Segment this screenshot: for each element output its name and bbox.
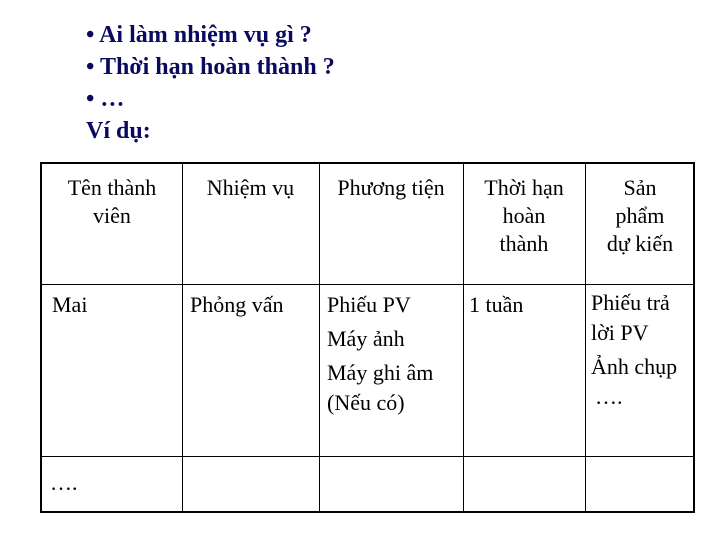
cell-member-more: …. <box>50 470 78 495</box>
col-divider <box>319 164 320 511</box>
col-divider <box>182 164 183 511</box>
header-member: Tên thành viên <box>67 175 157 228</box>
row-divider <box>42 456 693 457</box>
header-means: Phương tiện <box>337 175 445 200</box>
header-deadline: Thời hạn hoàn thành <box>484 175 564 256</box>
row-divider <box>42 284 693 285</box>
cell-means: Phiếu PV Máy ảnh Máy ghi âm (Nếu có) <box>327 292 434 415</box>
question-list <box>86 19 335 147</box>
header-product: Sản phẩm dự kiến <box>606 175 674 256</box>
cell-product: Phiếu trả lời PV Ảnh chụp …. <box>591 290 678 409</box>
cell-deadline: 1 tuần <box>469 292 524 317</box>
cell-member-mai: Mai <box>52 292 88 317</box>
bullet-ellipsis: • … <box>86 86 125 112</box>
header-task: Nhiệm vụ <box>206 175 295 200</box>
cell-task-interview: Phỏng vấn <box>190 292 284 317</box>
example-label: Ví dụ: <box>86 118 151 144</box>
bullet-deadline: • Thời hạn hoàn thành ? <box>86 54 335 80</box>
task-assignment-table <box>40 162 695 513</box>
bullet-who-task: • Ai làm nhiệm vụ gì ? <box>86 22 312 48</box>
